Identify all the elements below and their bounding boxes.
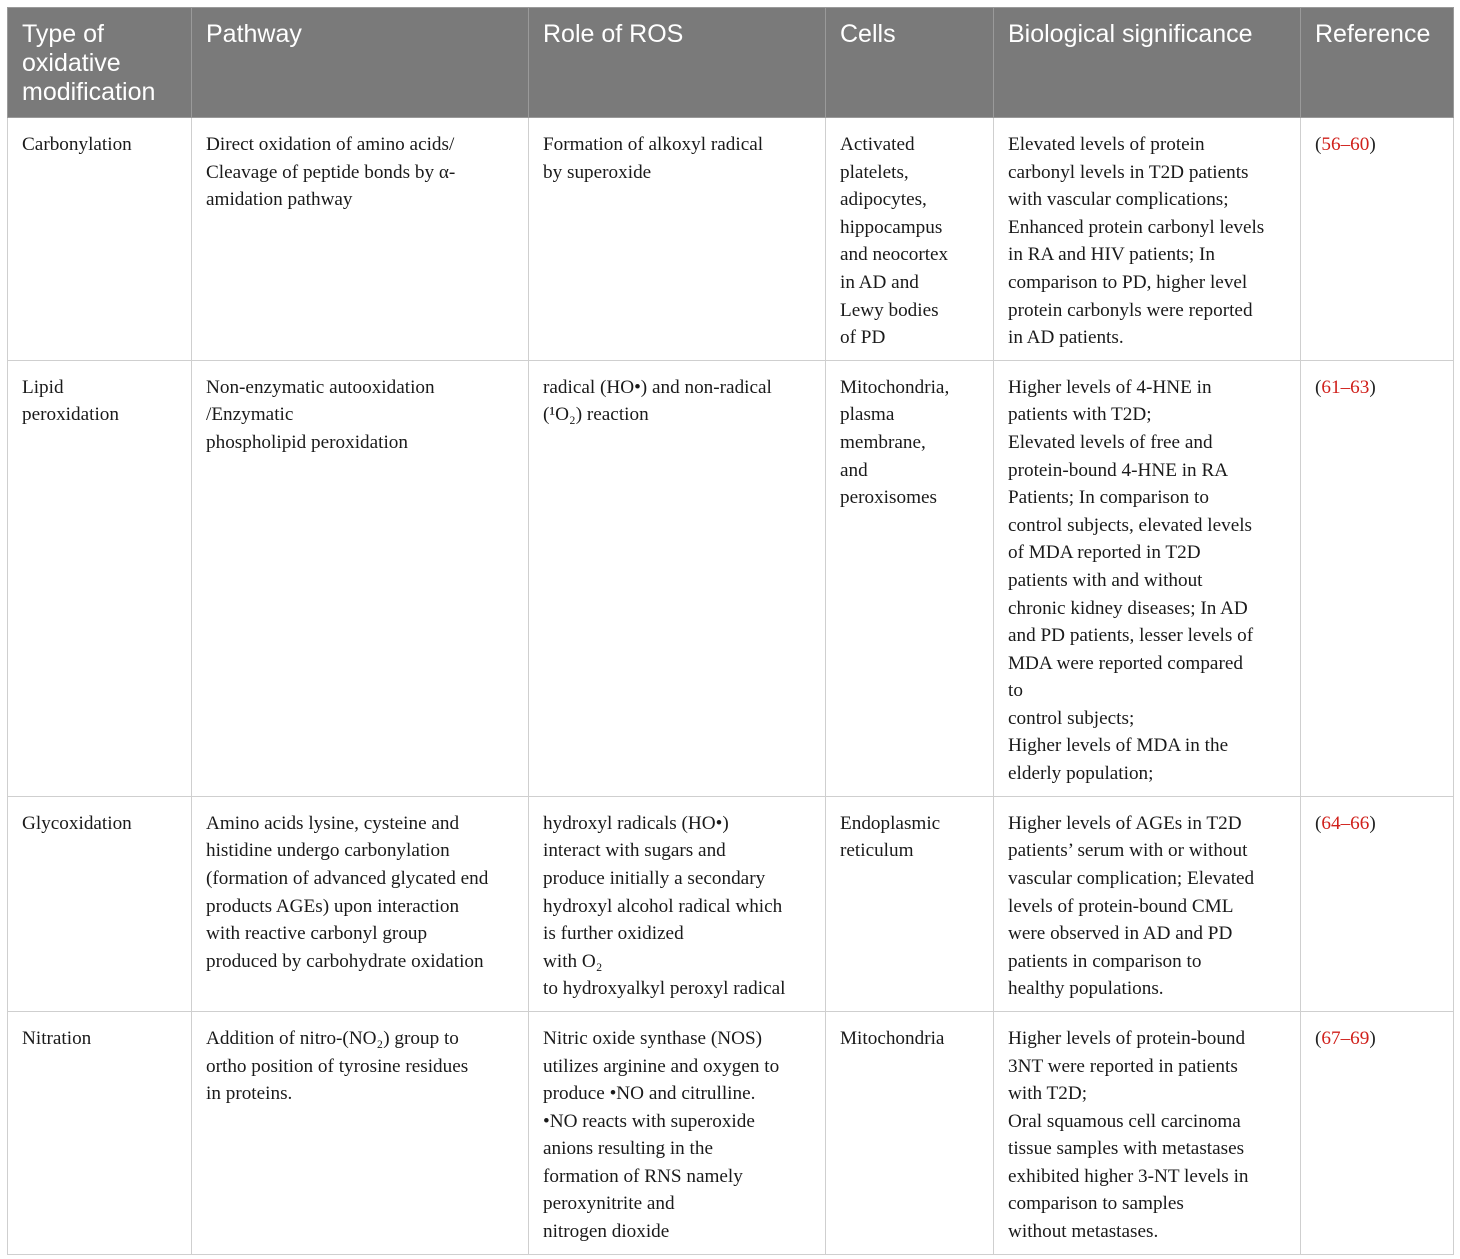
cell-role: hydroxyl radicals (HO•) interact with sugars and produce initially a secondary hydroxyl alcohol radical which is further oxidized with O₂ to hydroxyalkyl peroxyl radical xyxy=(529,796,826,1011)
table-container xyxy=(7,7,1454,1255)
table-row xyxy=(8,1011,1454,1254)
ref-open-paren: ( xyxy=(1315,376,1322,398)
reference-link[interactable]: 67–69 xyxy=(1321,1027,1370,1049)
cell-reference xyxy=(1301,118,1454,361)
table-header xyxy=(8,8,1454,118)
cell-cells: Endoplasmic reticulum xyxy=(826,796,994,1011)
oxidative-modification-table xyxy=(7,7,1454,1255)
ref-open-paren: ( xyxy=(1315,134,1322,155)
cell-pathway: Addition of nitro-(NO₂) group to ortho position of tyrosine residues in proteins. xyxy=(192,1011,529,1254)
header-biological-significance: Biological significance xyxy=(994,8,1301,118)
cell-type: Carbonylation xyxy=(8,118,192,361)
reference-link[interactable]: 61–63 xyxy=(1321,376,1370,398)
cell-reference xyxy=(1301,360,1454,796)
ref-close-paren: ) xyxy=(1369,812,1376,834)
header-row xyxy=(8,8,1454,118)
cell-significance: Higher levels of AGEs in T2D patients’ serum with or without vascular complication; Elevated levels of protein-bound CML were observed in AD and PD patients in comparison to healthy populations. xyxy=(994,796,1301,1011)
reference-link[interactable]: 64–66 xyxy=(1321,812,1370,834)
table-row xyxy=(8,360,1454,796)
ref-open-paren: ( xyxy=(1315,812,1322,834)
cell-cells: Activated platelets, adipocytes, hippocampus and neocortex in AD and Lewy bodies of PD xyxy=(826,118,994,361)
cell-cells: Mitochondria xyxy=(826,1011,994,1254)
header-pathway: Pathway xyxy=(192,8,529,118)
header-reference: Reference xyxy=(1301,8,1454,118)
cell-role: Nitric oxide synthase (NOS) utilizes arginine and oxygen to produce •NO and citrulline. •NO reacts with superoxide anions resulting in the formation of RNS namely peroxynitrite and nitrogen dioxide xyxy=(529,1011,826,1254)
table-row xyxy=(8,796,1454,1011)
cell-pathway: Non-enzymatic autooxidation /Enzymatic phospholipid peroxidation xyxy=(192,360,529,796)
table-body xyxy=(8,118,1454,1255)
cell-significance: Higher levels of protein-bound 3NT were reported in patients with T2D; Oral squamous cell carcinoma tissue samples with metastases exhibited higher 3-NT levels in comparison to samples without metastases. xyxy=(994,1011,1301,1254)
ref-close-paren: ) xyxy=(1369,376,1376,398)
ref-open-paren: ( xyxy=(1315,1027,1322,1049)
cell-type: Lipid peroxidation xyxy=(8,360,192,796)
ref-close-paren: ) xyxy=(1369,134,1376,155)
cell-reference xyxy=(1301,796,1454,1011)
cell-reference xyxy=(1301,1011,1454,1254)
cell-pathway: Amino acids lysine, cysteine and histidine undergo carbonylation (formation of advanced glycated end products AGEs) upon interaction with reactive carbonyl group produced by carbohydrate oxidation xyxy=(192,796,529,1011)
header-role-of-ros: Role of ROS xyxy=(529,8,826,118)
cell-pathway: Direct oxidation of amino acids/ Cleavage of peptide bonds by α- amidation pathway xyxy=(192,118,529,361)
cell-type: Glycoxidation xyxy=(8,796,192,1011)
header-cells: Cells xyxy=(826,8,994,118)
cell-role: radical (HO•) and non-radical (¹O₂) reaction xyxy=(529,360,826,796)
cell-cells: Mitochondria, plasma membrane, and peroxisomes xyxy=(826,360,994,796)
cell-significance: Higher levels of 4-HNE in patients with T2D; Elevated levels of free and protein-bound 4-HNE in RA Patients; In comparison to control subjects, elevated levels of MDA reported in T2D patients with and without chronic kidney diseases; In AD and PD patients, lesser levels of MDA were reported compared to control subjects; Higher levels of MDA in the elderly population; xyxy=(994,360,1301,796)
reference-link[interactable]: 56–60 xyxy=(1321,134,1370,155)
header-type: Type of oxidative modification xyxy=(8,8,192,118)
cell-role: Formation of alkoxyl radical by superoxide xyxy=(529,118,826,361)
cell-significance: Elevated levels of protein carbonyl levels in T2D patients with vascular complications; Enhanced protein carbonyl levels in RA and HIV patients; In comparison to PD, higher level protein carbonyls were reported in AD patients. xyxy=(994,118,1301,361)
cell-type: Nitration xyxy=(8,1011,192,1254)
table-row xyxy=(8,118,1454,361)
ref-close-paren: ) xyxy=(1369,1027,1376,1049)
